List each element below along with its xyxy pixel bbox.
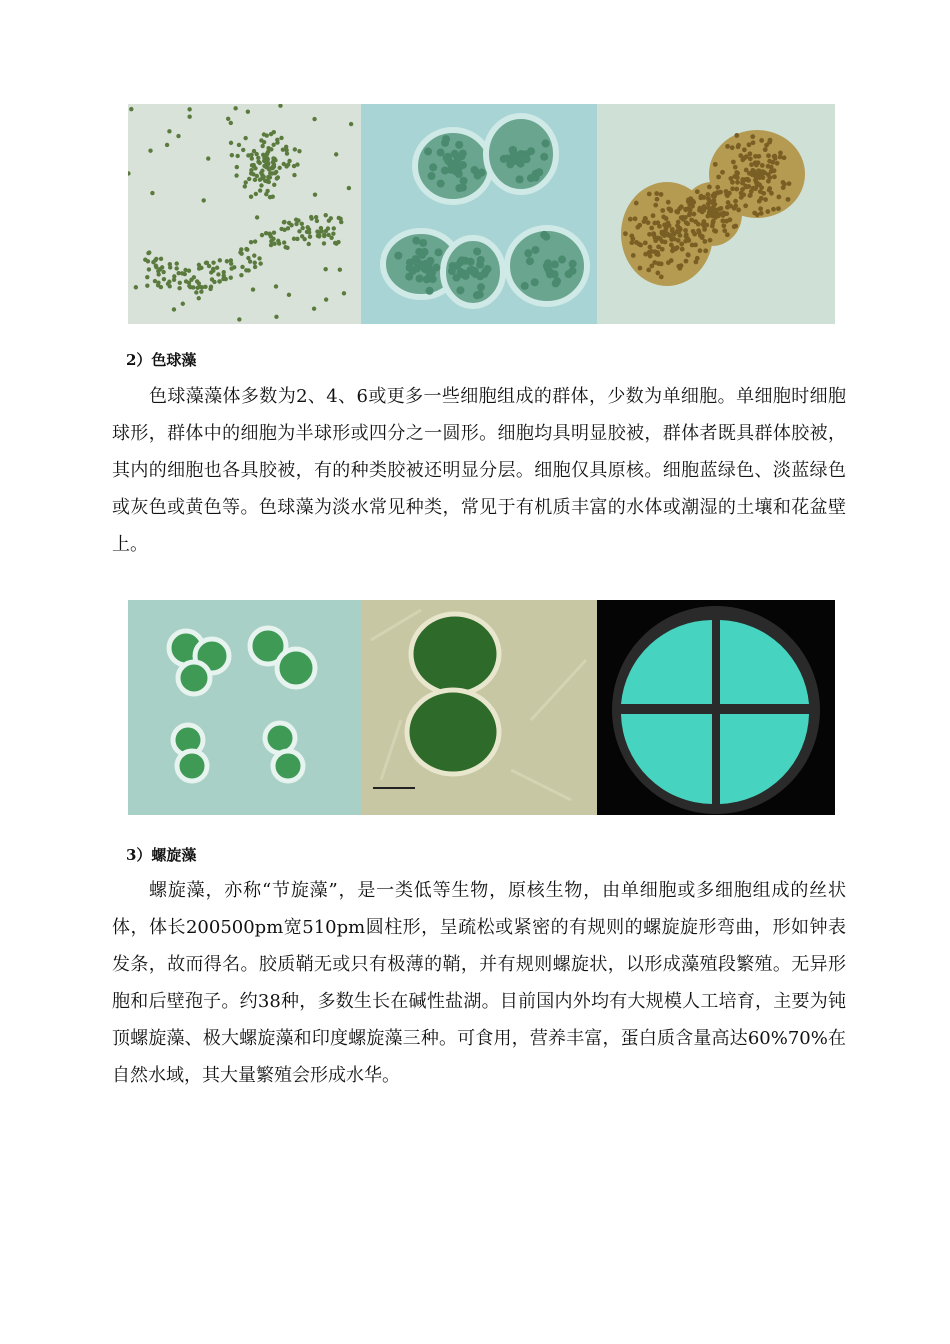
four-cell-fluorescent-micrograph xyxy=(597,600,835,815)
section-3-body: 螺旋藻，亦称“节旋藻”，是一类低等生物，原核生物，由单细胞或多细胞组成的丝状体，体长200500pm宽510pm圆柱形，呈疏松或紧密的有规则的螺旋旋形弯曲，形如钟表发条，故而得名。胶质鞘无或只有极薄的鞘，并有规则螺旋状，以形成藻殖段繁殖。无异形胞和后壁孢子。约38种，多数生长在碱性盐湖。目前国内外均有大规模人工培育，主要为钝顶螺旋藻、极大螺旋藻和印度螺旋藻三种。可食用，营养丰富，蛋白质含量高达60%70%在自然水域，其大量繁殖会形成水华。 xyxy=(112,880,846,1086)
colony-clusters-micrograph xyxy=(361,104,597,324)
brown-cell-colony-micrograph xyxy=(597,104,835,324)
section-2-heading: 2）色球藻 xyxy=(126,351,197,369)
two-cell-chroococcus-micrograph xyxy=(361,600,597,815)
scale-bar xyxy=(373,787,415,803)
section-3-heading: 3）螺旋藻 xyxy=(126,846,197,864)
figure-row-2 xyxy=(128,600,835,815)
chroococcus-colonies-micrograph xyxy=(128,600,361,815)
figure-row-1 xyxy=(128,104,835,324)
section-2-body: 色球藻藻体多数为2、4、6或更多一些细胞组成的群体，少数为单细胞。单细胞时细胞球形，群体中的细胞为半球形或四分之一圆形。细胞均具明显胶被，群体者既具群体胶被，其内的细胞也各具胶被，有的种类胶被还明显分层。细胞仅具原核。细胞蓝绿色、淡蓝绿色或灰色或黄色等。色球藻为淡水常见种类，常见于有机质丰富的水体或潮湿的土壤和花盆壁上。 xyxy=(112,386,846,555)
scattered-cells-micrograph xyxy=(128,104,361,324)
